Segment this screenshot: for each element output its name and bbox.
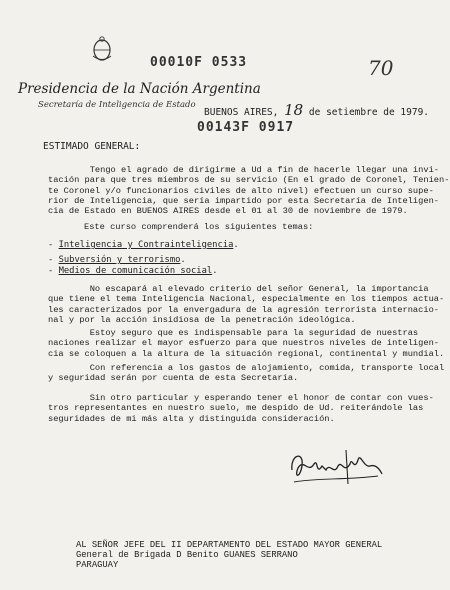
secretariat-letterhead: Secretaría de Inteligencia de Estado (38, 100, 196, 110)
paragraph-closing: Sin otro particular y esperando tener el honor de contar con vues- tros representantes en nuestro suelo, me despido de Ud. reiterándole las seguridades de mi más alta y distinguida consideración. (48, 393, 434, 424)
topic-item: - Medios de comunicación social. (48, 266, 218, 276)
date-rest: de setiembre de 1979. (308, 107, 430, 118)
topic-item: - Inteligencia y Contrainteligencia. (48, 240, 239, 250)
paragraph-invitation: Tengo el agrado de dirigirme a Ud a fin de hacerle llegar una invi- tación para que tres miembros de su servicio (En el grado de Coronel, Tenien- te Coronel y/o funcionarios civiles de alto nivel) efectuen un curso supe- rior de Inteligencia, que sería impartido por esta Secretaría de Inteligen- cia de Estado en BUENOS AIRES desde el 01 al 30 de noviembre de 1979. (48, 165, 450, 217)
document-number-bottom: 00143F 0917 (197, 120, 295, 135)
day-handwritten: 18 (284, 101, 304, 119)
greeting: ESTIMADO GENERAL: (43, 141, 141, 152)
recipient-block: AL SEÑOR JEFE DEL II DEPARTAMENTO DEL ESTADO MAYOR GENERAL General de Brigada D Benito GUANES SERRANO PARAGUAY (76, 540, 383, 570)
topic-item: - Subversión y terrorismo. (48, 255, 186, 265)
presidency-letterhead: Presidencia de la Nación Argentina (18, 81, 261, 97)
handwritten-signature (286, 440, 386, 490)
document-number-top: 00010F 0533 (150, 55, 248, 70)
paragraph-expenses: Con referencia a los gastos de alojamiento, comida, transporte local y seguridad serán por cuenta de esta Secretaría. (48, 363, 445, 384)
paragraph-topics-intro: Este curso comprenderá los siguientes temas: (84, 222, 314, 232)
national-coat-of-arms-icon (91, 36, 113, 62)
paragraph-security: Estoy seguro que es indispensable para la seguridad de nuestras naciones realizar el mayor esfuerzo para que nuestros niveles de inteligen- cia se coloquen a la altura de la situación regional, continental y mundial. (48, 328, 445, 359)
handwritten-page-number: 70 (368, 56, 394, 80)
city: BUENOS AIRES, (204, 107, 279, 118)
date-line (204, 101, 429, 119)
paragraph-importance: No escapará al elevado criterio del señor General, la importancia que tiene el tema Inteligencia Nacional, especialmente en los tiempos actua- les caracterizados por la envergadura de la agresión terrorista internacio- nal y por la acción insidiosa de la penetración ideológica. (48, 284, 445, 325)
